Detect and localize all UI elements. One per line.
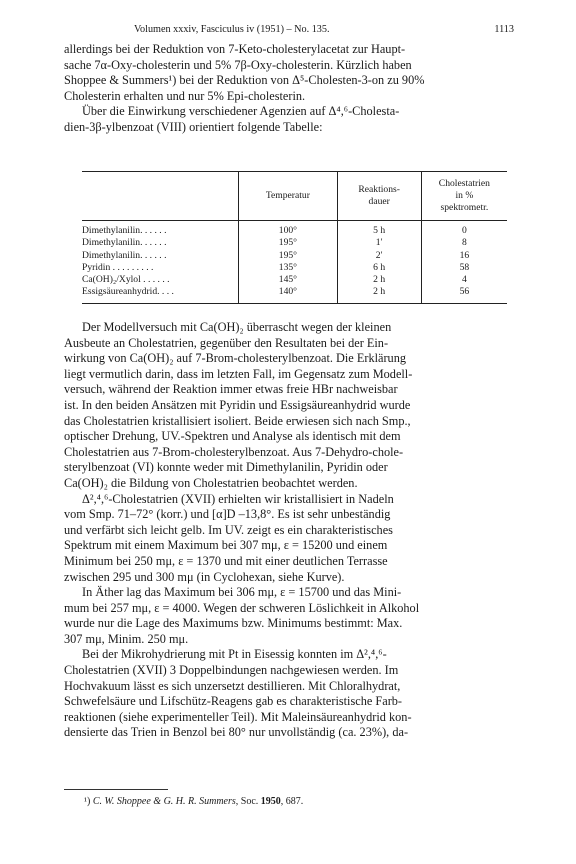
intro-paragraph: [64, 42, 514, 136]
text-line: Über die Einwirkung verschiedener Agenzien auf Δ⁴,⁶-Cholesta-: [82, 104, 400, 119]
body-text: [64, 320, 514, 741]
temperature-cell: 195°: [239, 250, 337, 262]
agent-cell: Dimethylanilin. . . . . .: [82, 221, 239, 238]
text-line: Hochvakuum lässt es sich unzersetzt destillieren. Mit Chloralhydrat,: [64, 678, 401, 693]
text-line: densierte das Trien in Benzol bei 80° nur unvollständig (ca. 23%), da-: [64, 725, 409, 740]
text-line: In Äther lag das Maximum bei 306 mμ, ε = 15700 und das Mini-: [82, 585, 402, 600]
footnote-rule: [64, 789, 168, 790]
duration-cell: 2 h: [337, 286, 421, 303]
text-line: optischer Drehung, UV.-Spektren und Analyse als identisch mit dem: [64, 429, 401, 444]
text-line: reaktionen (siehe experimenteller Teil). Mit Maleinsäureanhydrid kon-: [64, 709, 412, 724]
text-line: Minimum bei 250 mμ, ε = 1370 und mit einer deutlichen Terrasse: [64, 553, 388, 568]
table-row: [82, 274, 507, 286]
footnote: [84, 796, 303, 807]
text-line: Ca(OH)₂ die Bildung von Cholestatrien beobachtet werden.: [64, 475, 358, 490]
text-line: wurde nur die Lage des Maximums bzw. Minimums bestimmt: Max.: [64, 616, 403, 631]
table-row: [82, 262, 507, 274]
temperature-cell: 140°: [239, 286, 337, 303]
text-line: Cholestatrien aus 7-Brom-cholesterylbenzoat. Aus 7-Dehydro-chole-: [64, 444, 404, 459]
text-line: Δ²,⁴,⁶-Cholestatrien (XVII) erhielten wir kristallisiert in Nadeln: [82, 491, 394, 506]
text-line: Bei der Mikrohydrierung mit Pt in Eisessig konnten im Δ²,⁴,⁶-: [82, 647, 387, 662]
text-line: zwischen 295 und 300 mμ (in Cyclohexan, siehe Kurve).: [64, 569, 345, 584]
duration-cell: 1′: [337, 237, 421, 249]
text-line: 307 mμ, Minim. 250 mμ.: [64, 631, 189, 646]
agent-cell: Essigsäureanhydrid. . . .: [82, 286, 239, 303]
text-line: Ausbeute an Cholestatrien, gegenüber den Resultaten bei der Ein-: [64, 335, 389, 350]
text-line: Shoppee & Summers¹) bei der Reduktion von Δ⁵-Cholesten-3-on zu 90%: [64, 73, 425, 88]
temperature-column-header: Temperatur: [239, 172, 337, 221]
temperature-cell: 195°: [239, 237, 337, 249]
text-line: das Cholestatrien kristallisiert isoliert. Beide erwiesen sich nach Smp.,: [64, 413, 411, 428]
text-line: sterylbenzoat (VI) konnte weder mit Dimethylanilin, Pyridin oder: [64, 460, 388, 475]
percent-cell: 4: [421, 274, 507, 286]
agent-cell: Dimethylanilin. . . . . .: [82, 250, 239, 262]
temperature-cell: 135°: [239, 262, 337, 274]
agent-cell: Dimethylanilin. . . . . .: [82, 237, 239, 249]
text-line: vom Smp. 71–72° (korr.) und [α]D –13,8°. Es ist sehr unbeständig: [64, 507, 391, 522]
text-line: liegt vermutlich darin, dass im letzten Fall, im Gegensatz zum Modell-: [64, 366, 413, 381]
cholestatriene-column-header: Cholestatrien in % spektrometr.: [421, 172, 507, 221]
duration-cell: 6 h: [337, 262, 421, 274]
temperature-cell: 100°: [239, 221, 337, 238]
agent-cell: Ca(OH)₂/Xylol . . . . . .: [82, 274, 239, 286]
temperature-cell: 145°: [239, 274, 337, 286]
text-line: Spektrum mit einem Maximum bei 307 mμ, ε = 15200 und einem: [64, 538, 388, 553]
footnote-page: , 687.: [280, 796, 304, 807]
percent-cell: 0: [421, 221, 507, 238]
percent-cell: 16: [421, 250, 507, 262]
text-line: Der Modellversuch mit Ca(OH)₂ überrascht wegen der kleinen: [82, 320, 392, 334]
duration-cell: 2 h: [337, 274, 421, 286]
footnote-journal: , Soc.: [235, 796, 261, 807]
duration-cell: 5 h: [337, 221, 421, 238]
text-line: allerdings bei der Reduktion von 7-Keto-cholesterylacetat zur Haupt-: [64, 42, 406, 56]
page-number: 1113: [494, 24, 514, 35]
table-row: [82, 286, 507, 303]
table-header-row: [82, 172, 507, 221]
page-header: [64, 24, 514, 38]
reaction-table: [82, 171, 507, 304]
running-title: Volumen xxxiv, Fasciculus iv (1951) – No. 135.: [134, 24, 330, 35]
text-line: wirkung von Ca(OH)₂ auf 7-Brom-cholesterylbenzoat. Die Erklärung: [64, 351, 407, 366]
footnote-year: 1950: [260, 796, 281, 807]
text-line: Schwefelsäure und Lifschütz-Reagens gab es charakteristische Farb-: [64, 694, 403, 709]
duration-cell: 2′: [337, 250, 421, 262]
text-line: versuch, während der Reaktion immer etwas freie HBr nachweisbar: [64, 382, 398, 397]
table-row: [82, 221, 507, 238]
percent-cell: 58: [421, 262, 507, 274]
text-line: Cholesterin erhalten und nur 5% Epi-cholesterin.: [64, 88, 306, 103]
text-line: dien-3β-ylbenzoat (VIII) orientiert folgende Tabelle:: [64, 119, 323, 134]
text-line: Cholestatrien (XVII) 3 Doppelbindungen nachgewiesen werden. Im: [64, 663, 399, 678]
footnote-mark: ¹): [84, 796, 91, 807]
table-row: [82, 250, 507, 262]
table-row: [82, 237, 507, 249]
text-line: ist. In den beiden Ansätzen mit Pyridin und Essigsäureanhydrid wurde: [64, 397, 411, 412]
text-line: und verfärbt sich leicht gelb. Im UV. zeigt es ein charakteristisches: [64, 522, 393, 537]
duration-column-header: Reaktions- dauer: [337, 172, 421, 221]
percent-cell: 56: [421, 286, 507, 303]
percent-cell: 8: [421, 237, 507, 249]
footnote-authors: C. W. Shoppee & G. H. R. Summers: [92, 796, 236, 807]
text-line: sache 7α-Oxy-cholesterin und 5% 7β-Oxy-cholesterin. Kürzlich haben: [64, 57, 412, 72]
agent-column-header: [82, 172, 239, 221]
agent-cell: Pyridin . . . . . . . . .: [82, 262, 239, 274]
text-line: mum bei 257 mμ, ε = 4000. Wegen der schweren Löslichkeit in Alkohol: [64, 600, 420, 615]
